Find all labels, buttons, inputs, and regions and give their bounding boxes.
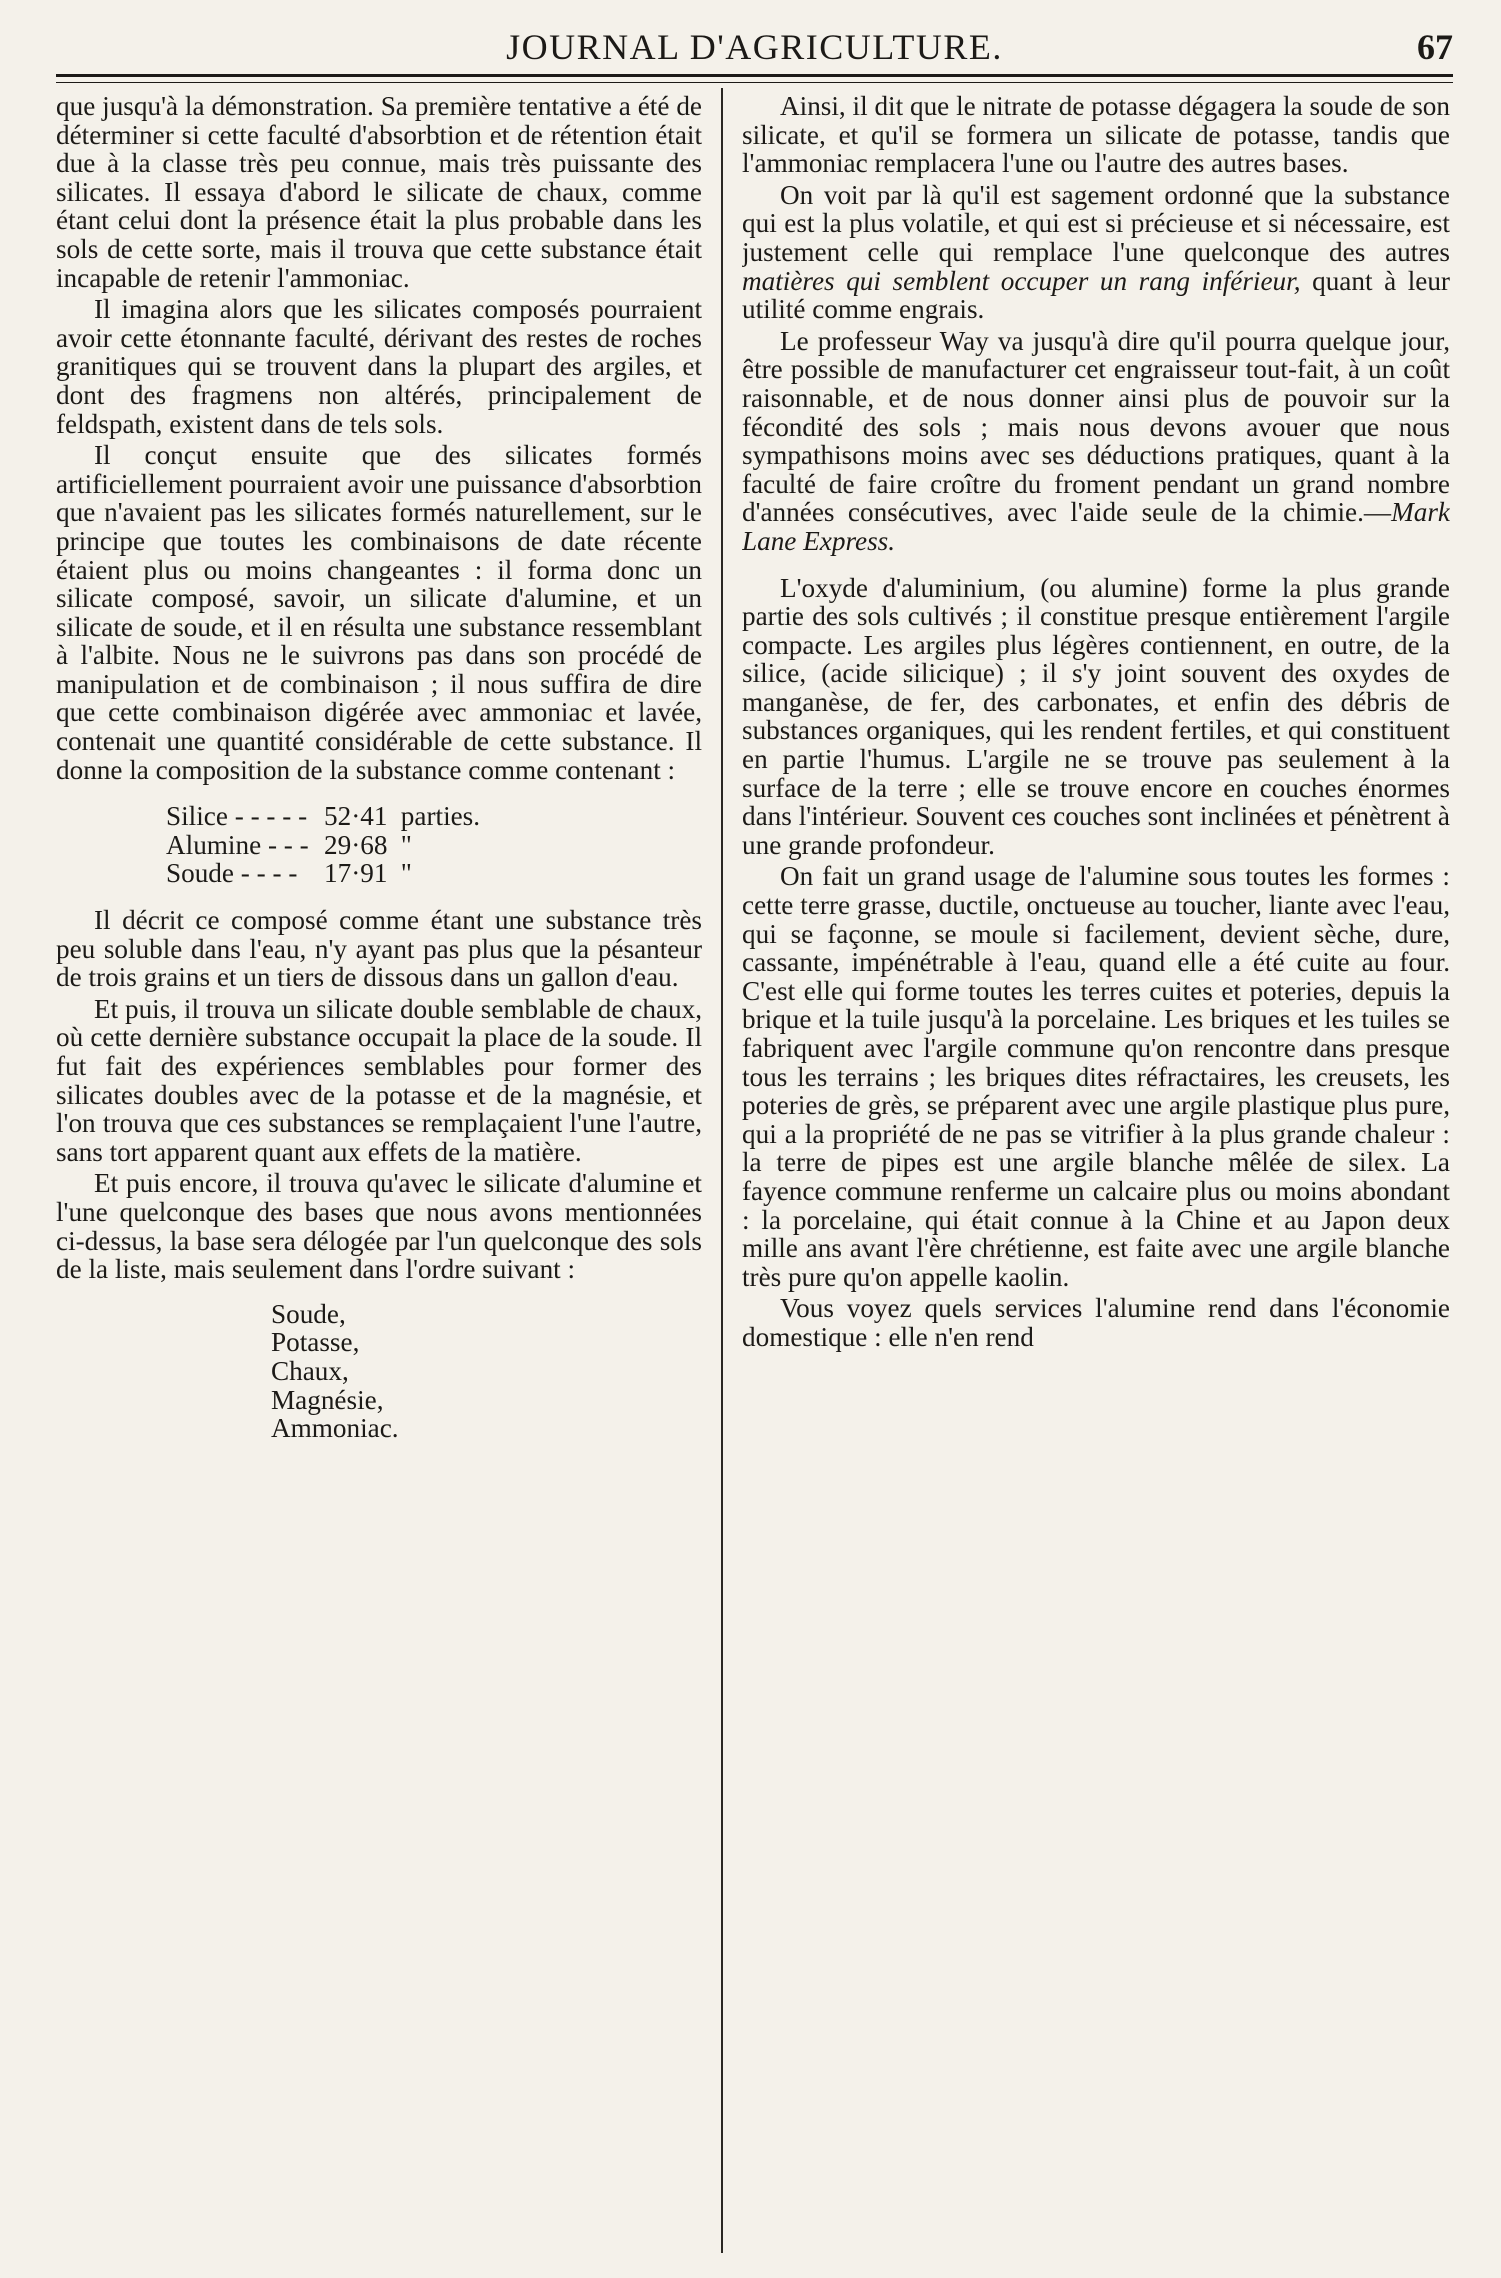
page-header: [56, 22, 1453, 74]
bases-list: [271, 1300, 702, 1443]
composition-table: [166, 802, 702, 888]
page-number: 67: [1417, 27, 1453, 67]
paragraph: Il conçut ensuite que des silicates formés artificiellement pourraient avoir une puissance d'absorbtion que n'avaient pas les silicates formés naturellement, sur le principe que toutes les combinaisons de date récente étaient plus ou moins changeantes : il forma donc un silicate composé, savoir, un silicate d'alumine, et un silicate de soude, et il en résulta une substance ressemblant à l'albite. Nous ne le suivrons pas dans son procédé de manipulation et de combinaison ; il nous suffira de dire que cette combinaison digérée avec ammoniac et lavée, contenait une quantité considérable de cette substance. Il donne la composition de la substance comme contenant :: [56, 440, 702, 785]
paragraph: Et puis encore, il trouva qu'avec le silicate d'alumine et l'une quelconque des bases que nous avons mentionnées ci-dessus, la base sera délogée par l'un quelconque des sols de la liste, mais seulement dans l'ordre suivant :: [56, 1168, 702, 1285]
paragraph: Il imagina alors que les silicates composés pourraient avoir cette étonnante faculté, dérivant des restes de roches granitiques qui se trouvent dans la plupart des argiles, et dont des fragmens non altérés, principalement de feldspath, existent dans de tels sols.: [56, 294, 702, 439]
article-source: Mark Lane Express.: [742, 497, 1450, 556]
paragraph: On voit par là qu'il est sagement ordonné que la substance qui est la plus volatile, et qui est si précieuse et si nécessaire, est justement celle qui remplace l'une quelconque des autres matières qui semblent occuper un rang inférieur, quant à leur utilité comme engrais.: [742, 179, 1450, 325]
paragraph: On fait un grand usage de l'alumine sous toutes les formes : cette terre grasse, ductile, onctueuse au toucher, liante avec l'eau, qui se façonne, se moule si facilement, devient sèche, dure, cassante, impénétrable à l'eau, quand elle a été cuite au four. C'est elle qui forme toutes les terres cuites et poteries, depuis la brique et la tuile jusqu'à la porcelaine. Les briques et les tuiles se fabriquent avec l'argile commune qu'on rencontre dans presque tous les terrains ; les briques dites réfractaires, les creusets, les poteries de grès, se préparent avec une argile plastique plus pure, qui a la propriété de ne pas se vitrifier à la plus grande chaleur : la terre de pipes est une argile blanche mêlée de silex. La fayence commune renferme un calcaire plus ou moins abondant : la porcelaine, qui était connue à la Chine et au Japon deux mille ans avant l'ère chrétienne, est faite avec une argile blanche très pure qu'on appelle kaolin.: [742, 861, 1450, 1292]
paragraph: Ainsi, il dit que le nitrate de potasse dégagera la soude de son silicate, et qu'il se formera un silicate de potasse, tandis que l'ammoniac remplacera l'une ou l'autre des autres bases.: [742, 92, 1450, 179]
list-item: Magnésie,: [271, 1384, 384, 1415]
left-column: [56, 92, 702, 2252]
list-item: Chaux,: [271, 1355, 349, 1386]
paragraph: que jusqu'à la démonstration. Sa première tentative a été de déterminer si cette faculté d'absorbtion et de rétention était due à la classe très peu connue, mais très puissante des silicates. Il essaya d'abord le silicate de chaux, comme étant celui dont la présence était la plus probable dans les sols de cette sorte, mais il trouva que cette substance était incapable de retenir l'ammoniac.: [56, 92, 702, 293]
right-column: [742, 92, 1450, 2252]
composition-row: Soude - - - - 17·91 ": [166, 858, 412, 889]
journal-title: JOURNAL D'AGRICULTURE.: [506, 27, 1003, 67]
composition-row: Silice - - - - - 52·41 parties.: [166, 801, 481, 832]
paragraph: Il décrit ce composé comme étant une substance très peu soluble dans l'eau, n'y ayant pas plus que la pésanteur de trois grains et un tiers de dissous dans un gallon d'eau.: [56, 905, 702, 993]
paragraph: Et puis, il trouva un silicate double semblable de chaux, où cette dernière substance occupait la place de la soude. Il fut fait des expériences semblables pour former des silicates doubles avec de la potasse et de la magnésie, et l'on trouva que ces substances se remplaçaient l'une l'autre, sans tort apparent quant aux effets de la matière.: [56, 993, 702, 1167]
composition-row: Alumine - - - 29·68 ": [166, 829, 412, 860]
paragraph: L'oxyde d'aluminium, (ou alumine) forme la plus grande partie des sols cultivés ; il constitue presque entièrement l'argile compacte. Les argiles plus légères contiennent, en outre, de la silice, (acide silicique) ; il s'y joint souvent des oxydes de manganèse, de fer, des carbonates, et enfin des débris de substances organiques, qui les rendent fertiles, et qui constituent en partie l'humus. L'argile ne se trouve pas seulement à la surface de la terre ; elle se trouve encore en couches énormes dans l'intérieur. Souvent ces couches sont inclinées et pénètrent à une grande profondeur.: [742, 572, 1450, 860]
paragraph: Vous voyez quels services l'alumine rend dans l'économie domestique : elle n'en rend: [742, 1293, 1450, 1352]
list-item: Ammoniac.: [271, 1413, 399, 1444]
list-item: Potasse,: [271, 1327, 360, 1358]
header-rule: [56, 74, 1453, 83]
paragraph: Le professeur Way va jusqu'à dire qu'il pourra quelque jour, être possible de manufacturer cet engraisseur tout-fait, à un coût raisonnable, et de nous donner ainsi plus de pouvoir sur la fécondité des sols ; mais nous devons avouer que nous sympathisons moins avec ses déductions pratiques, quant à la faculté de faire croître du froment pendant un grand nombre d'années consécutives, avec l'aide seule de la chimie.—Mark Lane Express.: [742, 325, 1450, 556]
list-item: Soude,: [271, 1298, 346, 1329]
column-divider: [721, 88, 723, 2253]
